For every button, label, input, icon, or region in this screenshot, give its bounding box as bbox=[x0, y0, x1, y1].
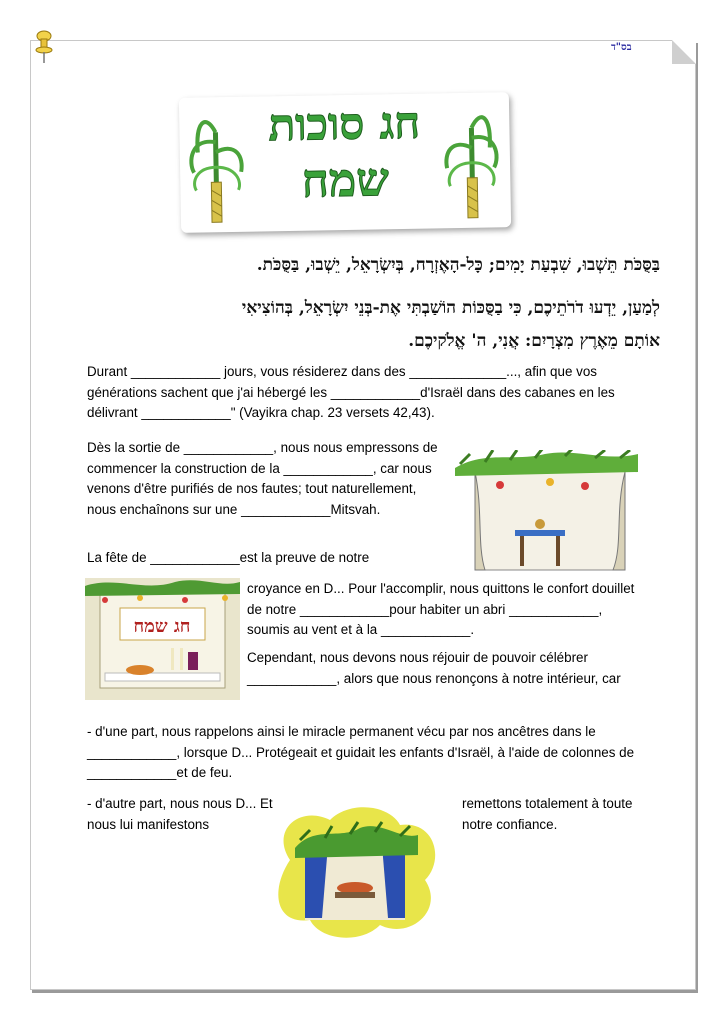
paragraph-belief: croyance en D... Pour l'accomplir, nous quittons le confort douillet de notre ____________pour habiter un abri ____________, soumis au vent et à la ____________. bbox=[247, 581, 635, 637]
paragraph-rejoice: Cependant, nous devons nous réjouir de pouvoir célébrer ____________, alors que nous renonçons à notre intérieur, car bbox=[247, 650, 621, 686]
title-sameach: שמח bbox=[301, 152, 390, 208]
sukkah-hut-illustration bbox=[455, 450, 638, 573]
table-sign-text: חג שמח bbox=[133, 616, 191, 637]
paragraph-construction: Dès la sortie de ____________, nous nous empressons de commencer la construction de la ____________, car nous venons d'être purifiés de nos fautes; tout naturellement, nous enchaînons sur une ____________Mitsvah. bbox=[87, 440, 438, 517]
paragraph-feast: La fête de ____________est la preuve de notre bbox=[87, 550, 370, 565]
holiday-table-illustration bbox=[85, 578, 240, 700]
hebrew-verse-2-line-1: לְמַעַן, יֵדְעוּ דֹרֹתֵיכֶם, כִּי בַסֻּכּוֹת הוֹשַׁבְתִּי אֶת-בְּנֵי יִשְׂרָאֵל, בְּהוֹצִיאִי bbox=[241, 298, 660, 318]
title-banner bbox=[179, 92, 511, 233]
paragraph-second-reason-right: remettons totalement à toute notre confiance. bbox=[462, 796, 633, 832]
title-chag-sukkot: חג סוכות bbox=[268, 97, 421, 152]
page-fold-corner bbox=[672, 40, 696, 64]
sukkah-green-illustration bbox=[270, 800, 440, 942]
pushpin-icon bbox=[35, 30, 53, 64]
paragraph-second-reason-left: - d'autre part, nous nous D... Et nous lui manifestons bbox=[87, 796, 273, 832]
paragraph-intro: Durant ____________ jours, vous résiderez dans des _____________..., afin que vos générations sachent que j'ai hébergé les ____________d'Israël dans des cabanes en les délivrant ____________" (Vayikra chap. 23 versets 42,43). bbox=[87, 364, 615, 420]
hebrew-verse-1: בַּסֻּכֹּת תֵּשְׁבוּ, שִׁבְעַת יָמִים; כָּל-הָאֶזְרָח, בְּיִשְׂרָאֵל, יֵשְׁבוּ, בַּסֻּכֹּת. bbox=[256, 255, 660, 275]
hebrew-verse-2-line-2: אוֹתָם מֵאֶרֶץ מִצְרָיִם: אֲנִי, ה' אֱלֹקיכֶם. bbox=[408, 331, 660, 351]
paragraph-first-reason: - d'une part, nous rappelons ainsi le miracle permanent vécu par nos ancêtres dans le ____________, lorsque D... Protégeait et guidait les enfants d'Israël, à l'aide de colonnes de ____________et de feu. bbox=[87, 724, 635, 780]
hebrew-verse-2 bbox=[80, 292, 660, 358]
corner-tag-bsd: בס"ד bbox=[611, 42, 632, 53]
